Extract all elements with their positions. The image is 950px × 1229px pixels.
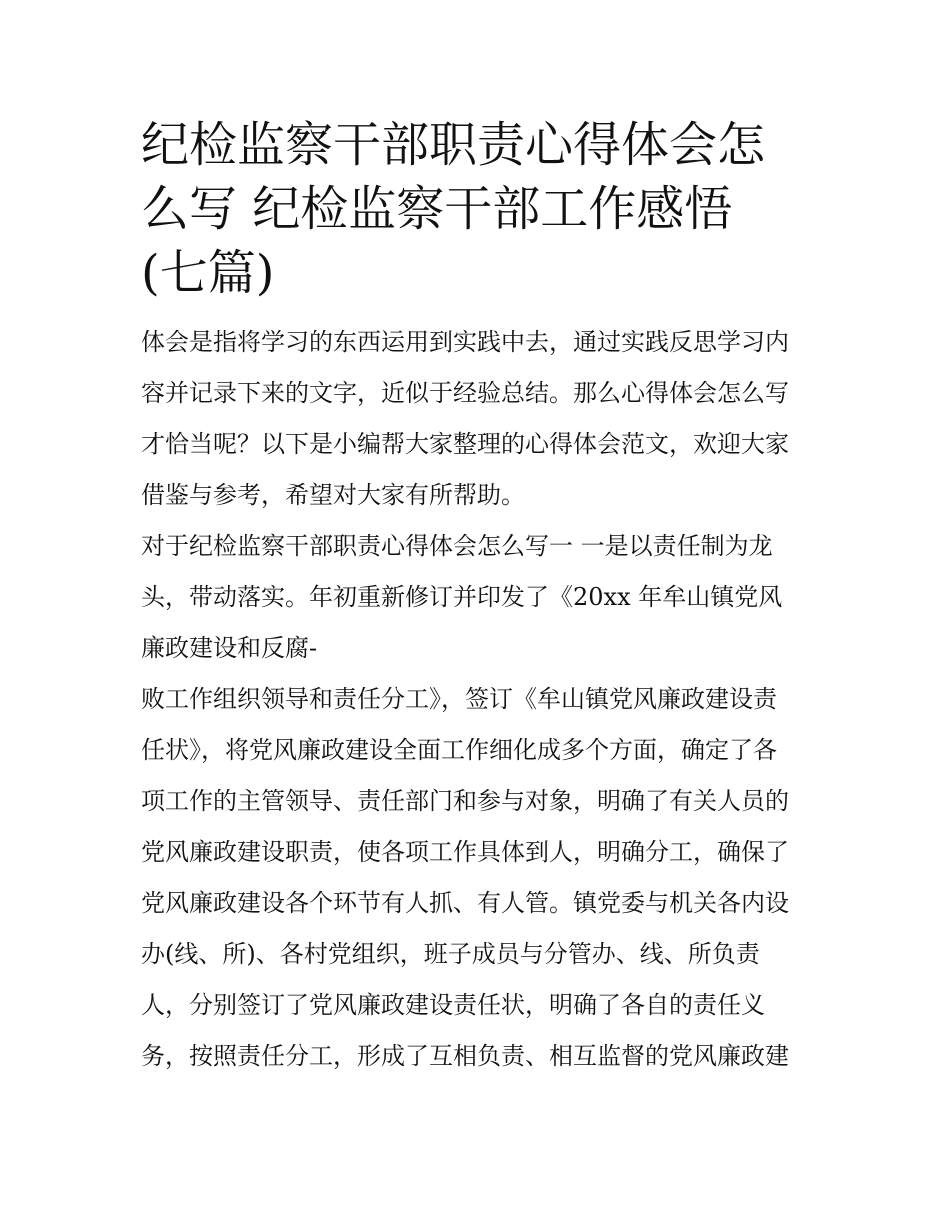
body-line: 头，带动落实。年初重新修订并印发了《20xx 年牟山镇党风	[141, 583, 783, 611]
body-line: 人，分别签订了党风廉政建设责任状，明确了各自的责任义	[141, 991, 765, 1019]
body-line: 对于纪检监察干部职责心得体会怎么写一 一是以责任制为龙	[141, 532, 773, 560]
body-line: 务，按照责任分工，形成了互相负责、相互监督的党风廉政建	[141, 1042, 789, 1070]
intro-line: 容并记录下来的文字，近似于经验总结。那么心得体会怎么写	[141, 379, 789, 407]
document-title	[141, 113, 813, 305]
title-line: 纪检监察干部职责心得体会怎	[141, 117, 766, 173]
body-line: 党风廉政建设各个环节有人抓、有人管。镇党委与机关各内设	[141, 889, 789, 917]
title-line: (七篇)	[141, 245, 275, 301]
body-line: 项工作的主管领导、责任部门和参与对象，明确了有关人员的	[141, 787, 789, 815]
body-line: 办(线、所)、各村党组织，班子成员与分管办、线、所负责	[141, 940, 760, 968]
intro-line: 借鉴与参考，希望对大家有所帮助。	[141, 481, 525, 509]
body-line: 党风廉政建设职责，使各项工作具体到人，明确分工，确保了	[141, 838, 789, 866]
title-line: 么写 纪检监察干部工作感悟	[141, 181, 733, 237]
intro-paragraph	[141, 317, 813, 521]
intro-line: 体会是指将学习的东西运用到实践中去，通过实践反思学习内	[141, 328, 789, 356]
body-line: 任状》，将党风廉政建设全面工作细化成多个方面，确定了各	[141, 736, 777, 764]
body-line: 廉政建设和反腐-	[141, 634, 318, 662]
document-content	[141, 113, 813, 1082]
body-paragraph	[141, 521, 813, 1082]
intro-line: 才恰当呢？以下是小编帮大家整理的心得体会范文，欢迎大家	[141, 430, 789, 458]
body-line: 败工作组织领导和责任分工》，签订《牟山镇党风廉政建设责	[141, 685, 777, 713]
